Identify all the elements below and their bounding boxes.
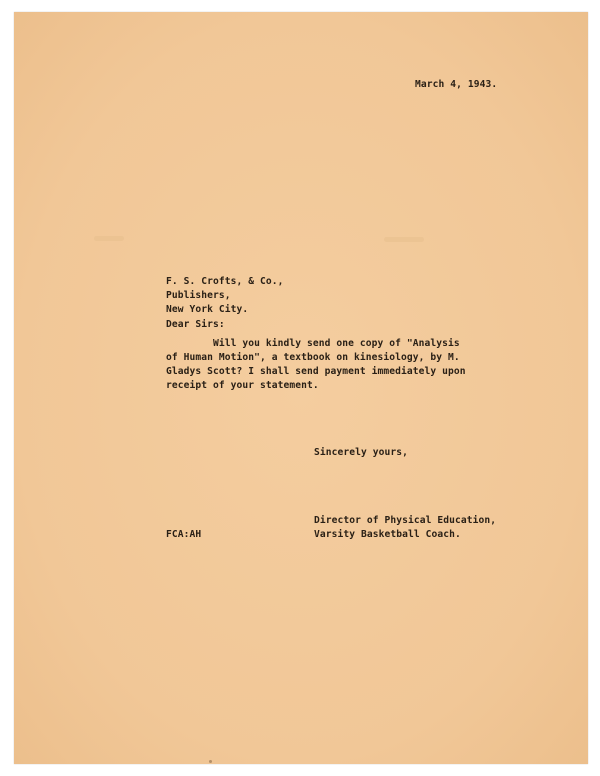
recipient-line: F. S. Crofts, & Co., [166, 276, 284, 287]
body-line: Gladys Scott? I shall send payment immediately upon [166, 366, 466, 377]
body-line: receipt of your statement. [166, 380, 319, 391]
body-line: of Human Motion", a textbook on kinesiology, by M. [166, 352, 460, 363]
letter-date: March 4, 1943. [415, 79, 498, 90]
body-line: Will you kindly send one copy of "Analysis [166, 338, 460, 349]
paper-smudge [94, 236, 124, 241]
signature-line: Director of Physical Education, [314, 515, 497, 526]
signature-line: Varsity Basketball Coach. [314, 529, 461, 540]
reference-initials: FCA:AH [166, 529, 202, 540]
paper-speck [209, 760, 212, 763]
letter-body [166, 337, 466, 393]
salutation: Dear Sirs: [166, 319, 225, 330]
complimentary-closing: Sincerely yours, [314, 447, 409, 458]
paper-smudge [384, 237, 424, 242]
recipient-line: New York City. [166, 304, 249, 315]
recipient-address [166, 275, 284, 317]
recipient-line: Publishers, [166, 290, 231, 301]
signature-block [314, 514, 496, 542]
